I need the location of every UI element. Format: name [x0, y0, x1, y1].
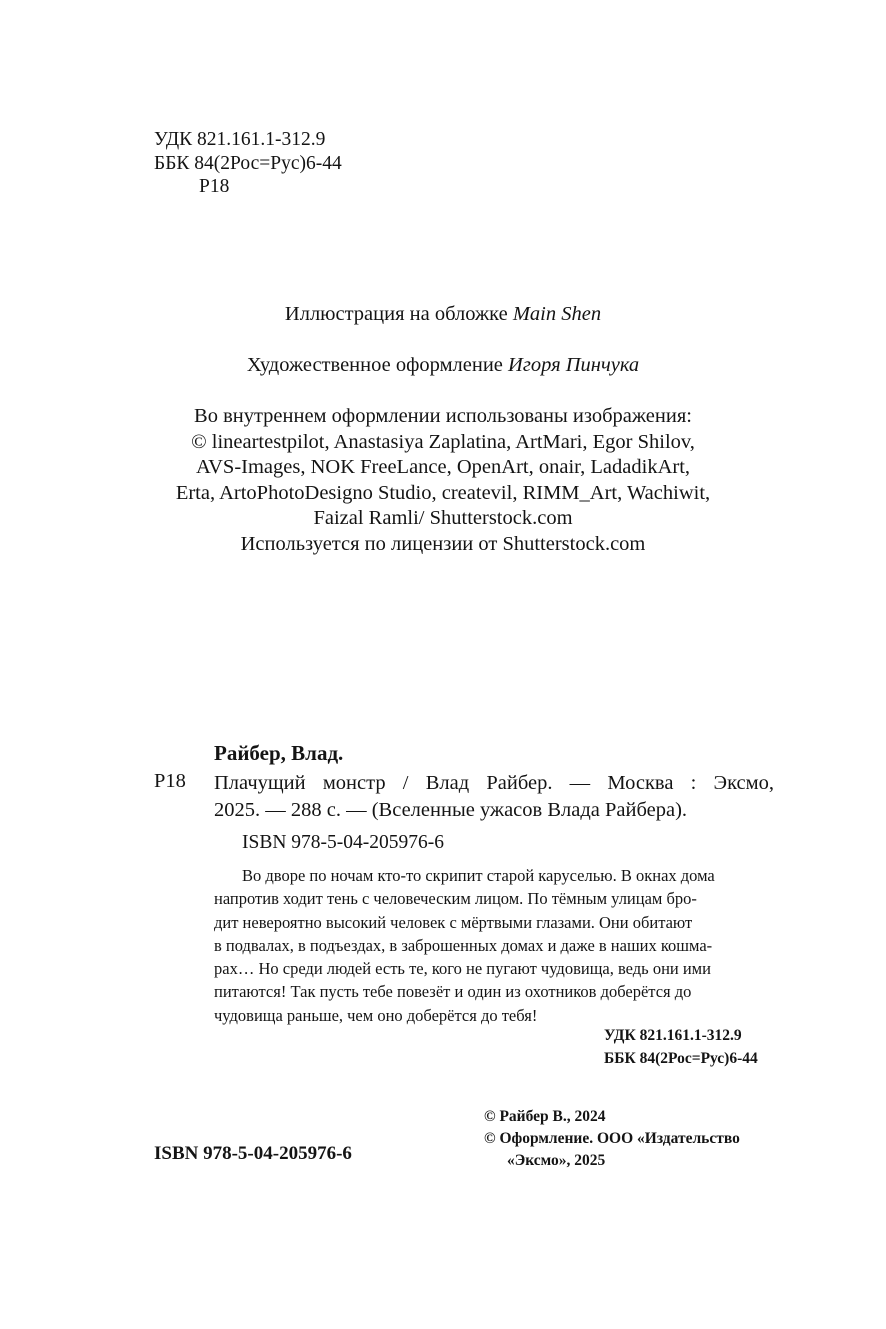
cover-illustration-author: Main Shen [512, 303, 602, 325]
biblio-author-sign: Р18 [154, 770, 186, 792]
image-credits-line: Во внутреннем оформлении использованы изображения: [194, 405, 692, 427]
copyright-design-cont: «Эксмо», 2025 [507, 1152, 606, 1169]
annotation-line: напротив ходит тень с человеческим лицом. По тёмным улицам бро- [214, 889, 697, 909]
annotation [214, 864, 774, 1027]
bibliographic-description [214, 770, 774, 824]
isbn-bottom: ISBN 978-5-04-205976-6 [154, 1143, 352, 1164]
art-design-credit [0, 354, 886, 377]
annotation-line: питаются! Так пусть тебе повезёт и один из охотников доберётся до [214, 982, 692, 1002]
art-design-label: Художественное оформление [246, 354, 503, 376]
annotation-line: в подвалах, в подъездах, в заброшенных домах и даже в наших кошма- [214, 935, 713, 955]
cover-illustration-credit [0, 303, 886, 326]
copyright-design: © Оформление. ООО «Издательство [484, 1130, 740, 1147]
annotation-line: Во дворе по ночам кто-то скрипит старой каруселью. В окнах дома [242, 866, 715, 885]
image-credits-line: AVS-Images, NOK FreeLance, OpenArt, onair, LadadikArt, [195, 456, 691, 478]
author-heading: Райбер, Влад. [214, 741, 344, 765]
classification-top [154, 128, 342, 199]
bbk-code: ББК 84(2Рос=Рус)6-44 [154, 152, 342, 174]
annotation-line: рах… Но среди людей есть те, кого не пугают чудовища, ведь они ими [214, 959, 711, 979]
copyright-block [484, 1106, 740, 1172]
annotation-line: дит невероятно высокий человек с мёртвыми глазами. Они обитают [214, 912, 693, 932]
art-design-author: Игоря Пинчука [508, 354, 640, 376]
annotation-line: чудовища раньше, чем оно доберётся до тебя! [214, 1005, 538, 1025]
image-credits-line: © lineartestpilot, Anastasiya Zaplatina, ArtMari, Egor Shilov, [191, 430, 695, 453]
image-credits-line: Erta, ArtoPhotoDesigno Studio, createvil, RIMM_Art, Wachiwit, [175, 481, 711, 504]
author-sign: Р18 [199, 176, 230, 197]
image-credits [0, 404, 886, 557]
image-credits-line: Faizal Ramli/ Shutterstock.com [313, 507, 573, 529]
classification-bottom [604, 1024, 758, 1070]
bibliographic-line: 2025. — 288 с. — (Вселенные ужасов Влада Райбера). [214, 799, 688, 821]
copyright-author: © Райбер В., 2024 [484, 1108, 606, 1125]
bibliographic-line: Плачущий монстр / Влад Райбер. — Москва : Эксмо, [214, 772, 774, 794]
cover-illustration-label: Иллюстрация на обложке [284, 303, 508, 325]
udk-code: УДК 821.161.1-312.9 [154, 129, 326, 150]
bbk-code: ББК 84(2Рос=Рус)6-44 [604, 1050, 758, 1067]
udk-code: УДК 821.161.1-312.9 [604, 1027, 742, 1044]
isbn: ISBN 978-5-04-205976-6 [242, 832, 445, 853]
image-credits-line: Используется по лицензии от Shutterstock.com [240, 532, 646, 555]
